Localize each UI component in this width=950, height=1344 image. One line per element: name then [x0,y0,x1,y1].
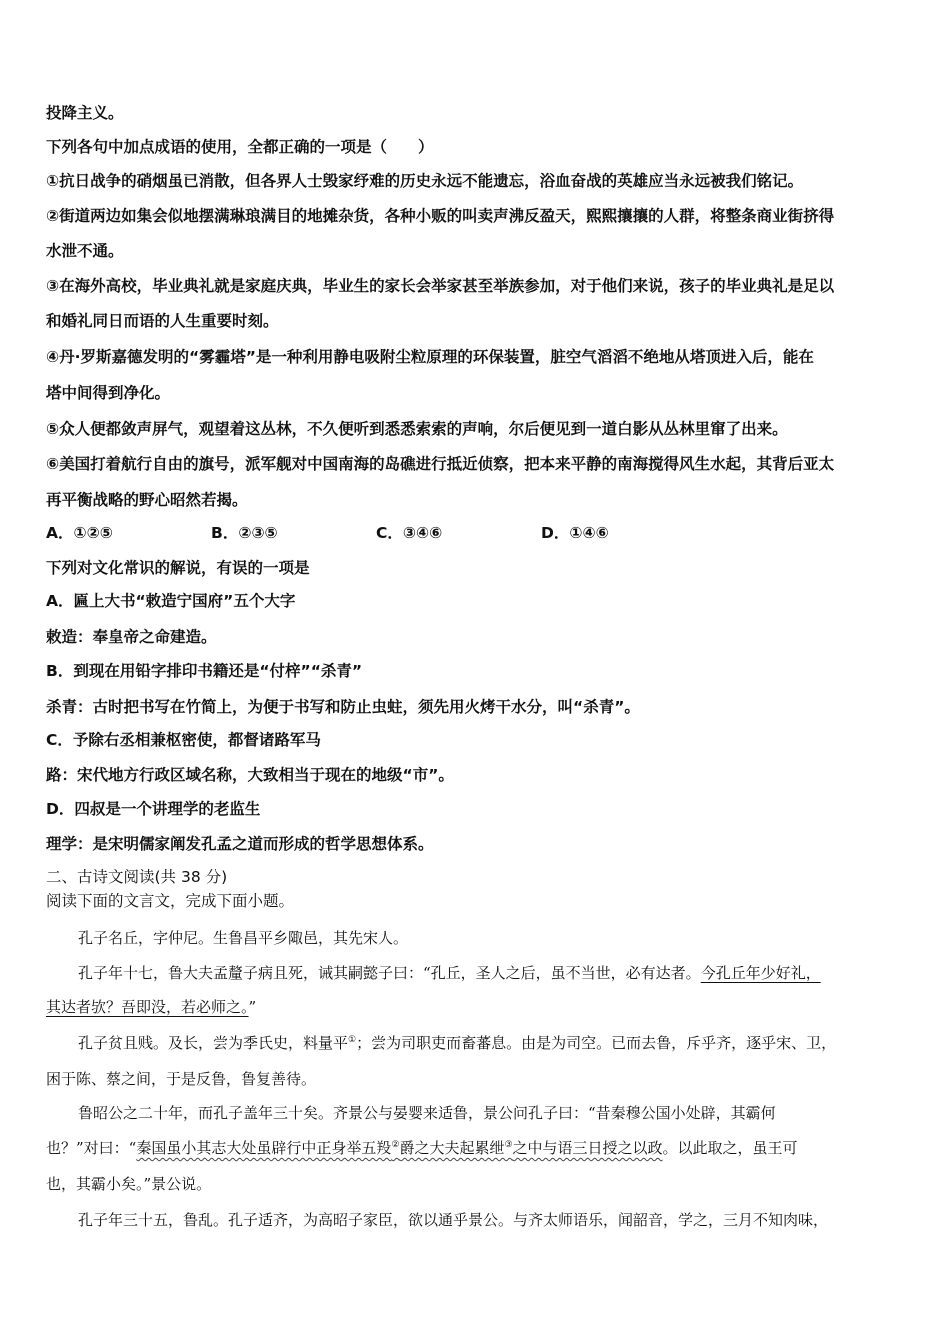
wavy-underlined-sentence: 秦国虽小其志大处虽辟行中正身举五羖②爵之大夫起累绁③之中与语三日授之以政 [136,1139,663,1157]
option-b: B．到现在用铅字排印书籍还是“付梓”“杀青” [46,662,363,680]
option-b[interactable]: B．②③⑤ [211,524,278,542]
sentence-6-cont: 再平衡战略的野心昭然若揭。 [46,491,248,509]
option-a: A．匾上大书“敕造宁国府”五个大字 [46,592,296,610]
sentence-5: ⑤众人便都敛声屏气，观望着这丛林，不久便听到悉悉索索的声响，尔后便见到一道白影从丛林里窜了出来。 [46,420,788,438]
option-a-explanation: 敕造：奉皇帝之命建造。 [46,628,217,646]
passage-paragraph-4-cont [46,1137,910,1159]
passage-paragraph-3-cont: 困于陈、蔡之间，于是反鲁，鲁复善待。 [46,1070,317,1088]
text-line: 投降主义。 [46,104,124,122]
passage-paragraph-2-cont [46,996,910,1018]
section-instruction: 阅读下面的文言文，完成下面小题。 [46,892,295,910]
footnote-marker: ① [348,1035,357,1045]
question-stem: 下列各句中加点成语的使用，全都正确的一项是（ ） [46,138,434,156]
passage-text: 也？”对曰：“ [46,1139,137,1157]
underlined-sentence: 今孔丘年少好礼， [700,964,821,982]
question-stem: 下列对文化常识的解说，有误的一项是 [46,559,310,577]
sentence-2-cont: 水泄不通。 [46,242,124,260]
passage-paragraph-4-end: 也，其霸小矣。”景公说。 [46,1175,212,1193]
option-c-explanation: 路：宋代地方行政区域名称，大致相当于现在的地级“市”。 [46,766,454,784]
passage-text: ” [248,998,257,1016]
option-d-explanation: 理学：是宋明儒家阐发孔孟之道而形成的哲学思想体系。 [46,835,434,853]
passage-paragraph-4: 鲁昭公之二十年，而孔子盖年三十矣。齐景公与晏婴来适鲁，景公问孔子曰：“昔秦穆公国小处辟，其霸何 [78,1104,776,1122]
sentence-1: ①抗日战争的硝烟虽已消散，但各界人士毁家纾难的历史永远不能遗忘，浴血奋战的英雄应当永远被我们铭记。 [46,172,804,190]
sentence-3: ③在海外高校，毕业典礼就是家庭庆典，毕业生的家长会举家甚至举族参加，对于他们来说，孩子的毕业典礼是足以 [46,277,835,295]
passage-paragraph-1: 孔子名丘，字仲尼。生鲁昌平乡陬邑，其先宋人。 [78,929,409,947]
footnote-marker: ② [391,1140,400,1150]
sentence-6: ⑥美国打着航行自由的旗号，派军舰对中国南海的岛礁进行抵近侦察，把本来平静的南海搅得风生水起，其背后亚太 [46,455,835,473]
sentence-3-cont: 和婚礼同日而语的人生重要时刻。 [46,312,279,330]
footnote-marker: ③ [504,1140,513,1150]
answer-options [46,522,910,544]
section-title: 二、古诗文阅读(共 38 分) [46,868,228,886]
option-b-explanation: 杀青：古时把书写在竹简上，为便于书写和防止虫蛀，须先用火烤干水分，叫“杀青”。 [46,698,640,716]
option-a[interactable]: A．①②⑤ [46,524,113,542]
sentence-4-cont: 塔中间得到净化。 [46,384,171,402]
option-d: D．四叔是一个讲理学的老监生 [46,800,261,818]
sentence-2: ②街道两边如集会似地摆满琳琅满目的地摊杂货，各种小贩的叫卖声沸反盈天，熙熙攘攘的人群，将整条商业街挤得 [46,207,835,225]
passage-paragraph-3 [78,1032,910,1054]
passage-paragraph-2 [78,962,910,984]
passage-text: ；尝为司职吏而畜蕃息。由是为司空。已而去鲁，斥乎齐，逐乎宋、卫， [356,1034,837,1052]
option-d[interactable]: D．①④⑥ [541,524,609,542]
option-c: C．予除右丞相兼枢密使，都督诸路军马 [46,731,321,749]
passage-text: 孔子年十七，鲁大夫孟釐子病且死，诫其嗣懿子曰：“孔丘，圣人之后，虽不当世，必有达者。 [78,964,701,982]
underlined-sentence: 其达者欤？吾即没，若必师之。 [46,998,249,1016]
option-c[interactable]: C．③④⑥ [376,524,443,542]
sentence-4: ④丹·罗斯嘉德发明的“雾霾塔”是一种利用静电吸附尘粒原理的环保装置，脏空气滔滔不绝地从塔顶进入后，能在 [46,348,814,366]
passage-text: 。以此取之，虽王可 [662,1139,798,1157]
passage-text: 孔子贫且贱。及长，尝为季氏史，料量平 [78,1034,349,1052]
passage-paragraph-5: 孔子年三十五，鲁乱。孔子适齐，为高昭子家臣，欲以通乎景公。与齐太师语乐，闻韶音，学之，三月不知肉味， [78,1211,829,1229]
